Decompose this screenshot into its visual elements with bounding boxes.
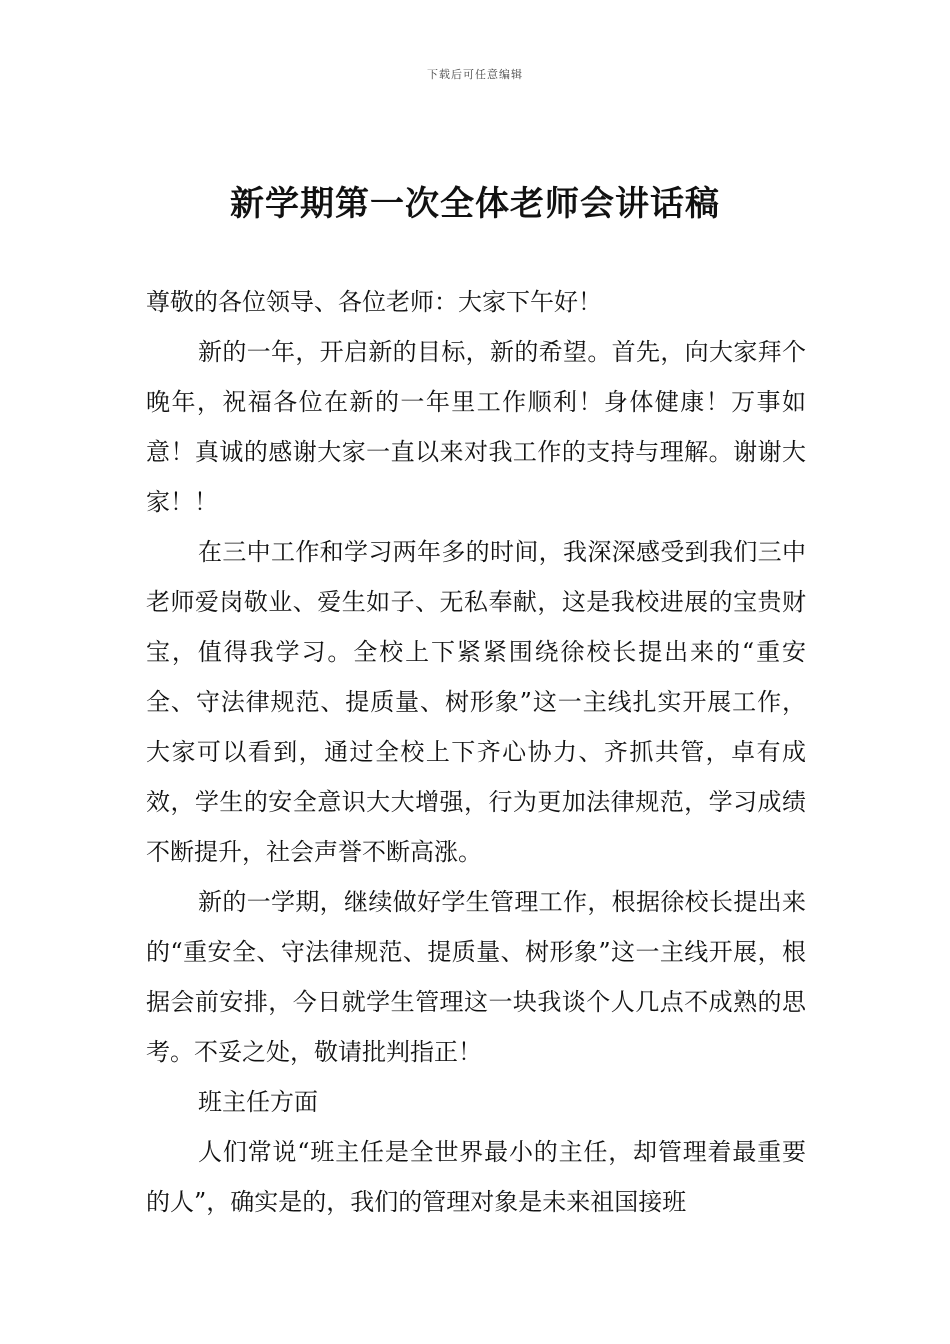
paragraph-review: 在三中工作和学习两年多的时间，我深深感受到我们三中老师爱岗敬业、爱生如子、无私奉献，这是我校进展的宝贵财宝，值得我学习。全校上下紧紧围绕徐校长提出来的“重安全、守法律规范、提质量、树形象”这一主线扎实开展工作，大家可以看到，通过全校上下齐心协力、齐抓共管，卓有成效，学生的安全意识大大增强，行为更加法律规范，学习成绩不断提升，社会声誉不断高涨。 xyxy=(146,538,806,866)
paragraph-new-semester: 新的一学期，继续做好学生管理工作，根据徐校长提出来的“重安全、守法律规范、提质量、树形象”这一主线开展，根据会前安排，今日就学生管理这一块我谈个人几点不成熟的思考。不妥之处，敬请批判指正！ xyxy=(146,888,806,1066)
page-header-note: 下载后可任意编辑 xyxy=(427,68,523,81)
paragraph-greeting: 新的一年，开启新的目标，新的希望。首先，向大家拜个晚年，祝福各位在新的一年里工作顺利！身体健康！万事如意！真诚的感谢大家一直以来对我工作的支持与理解。谢谢大家！！ xyxy=(146,338,806,516)
document-body xyxy=(146,277,806,1227)
document-title: 新学期第一次全体老师会讲话稿 xyxy=(230,184,720,224)
section-heading-class-teacher: 班主任方面 xyxy=(198,1088,318,1116)
salutation: 尊敬的各位领导、各位老师：大家下午好！ xyxy=(146,288,602,316)
paragraph-class-teacher: 人们常说“班主任是全世界最小的主任，却管理着最重要的人”，确实是的，我们的管理对象是未来祖国接班 xyxy=(146,1138,806,1216)
